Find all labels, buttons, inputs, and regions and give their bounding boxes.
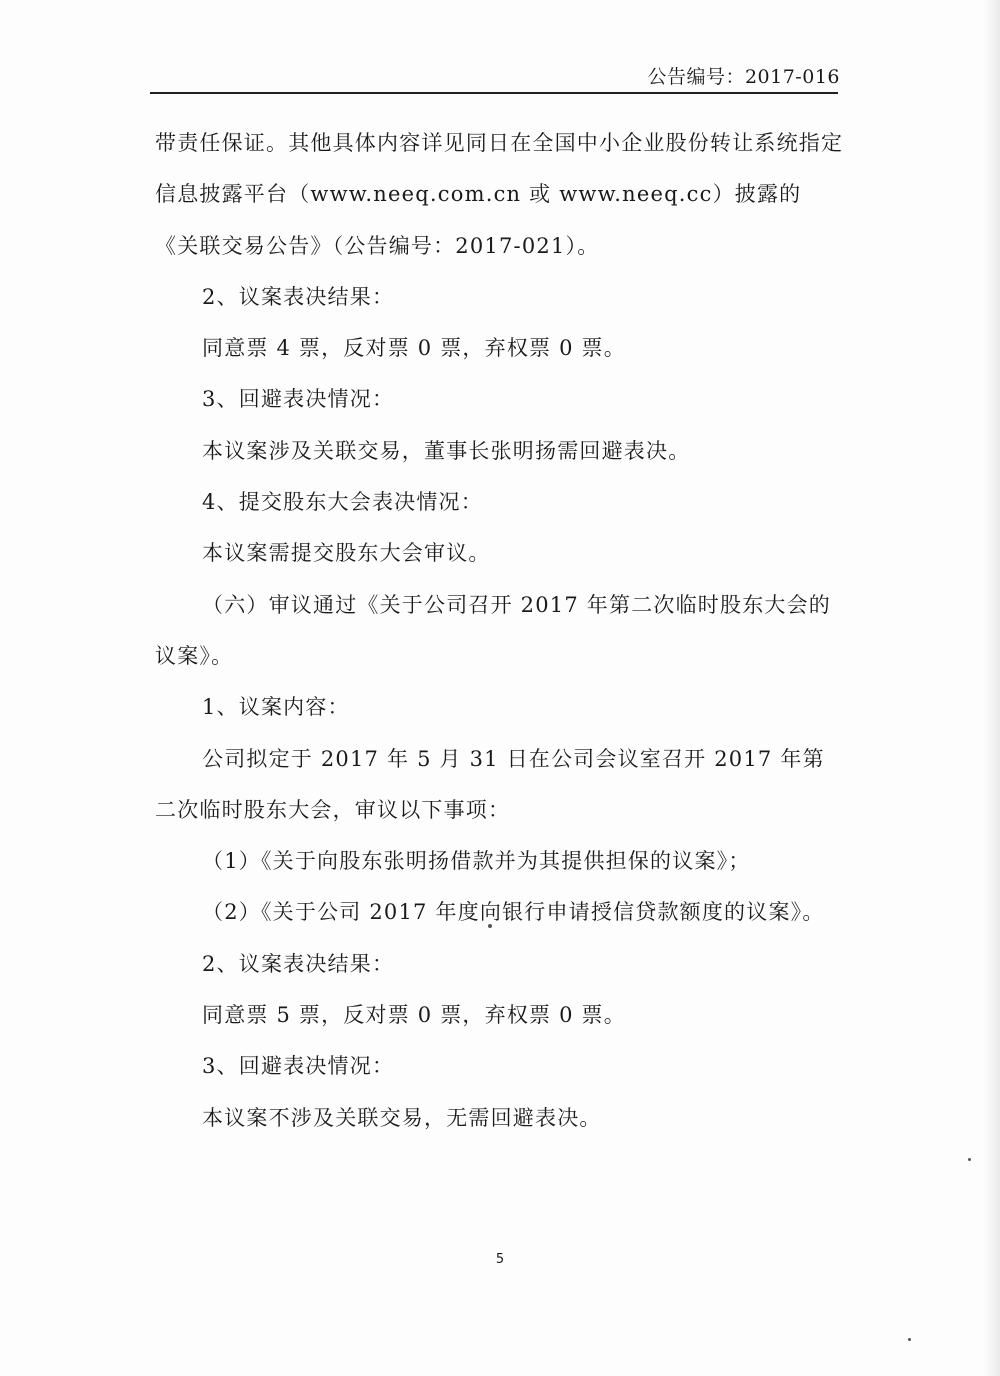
heading-submit-shareholders: 4、提交股东大会表决情况： (202, 490, 483, 515)
recusal-text-2: 本议案不涉及关联交易，无需回避表决。 (202, 1105, 602, 1130)
section-six-title: （六）审议通过《关于公司召开 2017 年第二次临时股东大会的议案》。 (155, 592, 831, 668)
scan-speck (968, 1158, 971, 1161)
notice-number: 公告编号：2017-016 (647, 66, 840, 88)
document-body (155, 118, 845, 1144)
scan-speck (488, 924, 492, 928)
vote-result-text-2: 同意票 5 票，反对票 0 票，弃权票 0 票。 (202, 1003, 626, 1028)
paragraph-guarantee-details: 带责任保证。其他具体内容详见同日在全国中小企业股份转让系统指定信息披露平台（www.neeq.com.cn 或 www.neeq.cc）披露的《关联交易公告》（公告编号：2017-021）。 (155, 131, 844, 258)
heading-recusal-2: 3、回避表决情况： (202, 1054, 395, 1079)
heading-vote-result-2: 2、议案表决结果： (202, 951, 395, 976)
heading-vote-result: 2、议案表决结果： (202, 284, 395, 309)
page-number: 5 (495, 1252, 505, 1267)
agenda-item-2: （2）《关于公司 2017 年度向银行申请授信贷款额度的议案》。 (202, 900, 825, 925)
heading-proposal-content: 1、议案内容： (202, 695, 350, 720)
heading-recusal: 3、回避表决情况： (202, 387, 395, 412)
scan-speck (908, 1338, 911, 1341)
header-divider (150, 92, 838, 94)
recusal-text: 本议案涉及关联交易，董事长张明扬需回避表决。 (202, 438, 691, 463)
proposal-content-text: 公司拟定于 2017 年 5 月 31 日在公司会议室召开 2017 年第二次临时股东大会，审议以下事项： (155, 746, 825, 822)
vote-result-text: 同意票 4 票，反对票 0 票，弃权票 0 票。 (202, 336, 626, 361)
scan-shadow (982, 0, 1000, 1376)
submit-shareholders-text: 本议案需提交股东大会审议。 (202, 541, 491, 566)
agenda-item-1: （1）《关于向股东张明扬借款并为其提供担保的议案》； (202, 849, 751, 874)
